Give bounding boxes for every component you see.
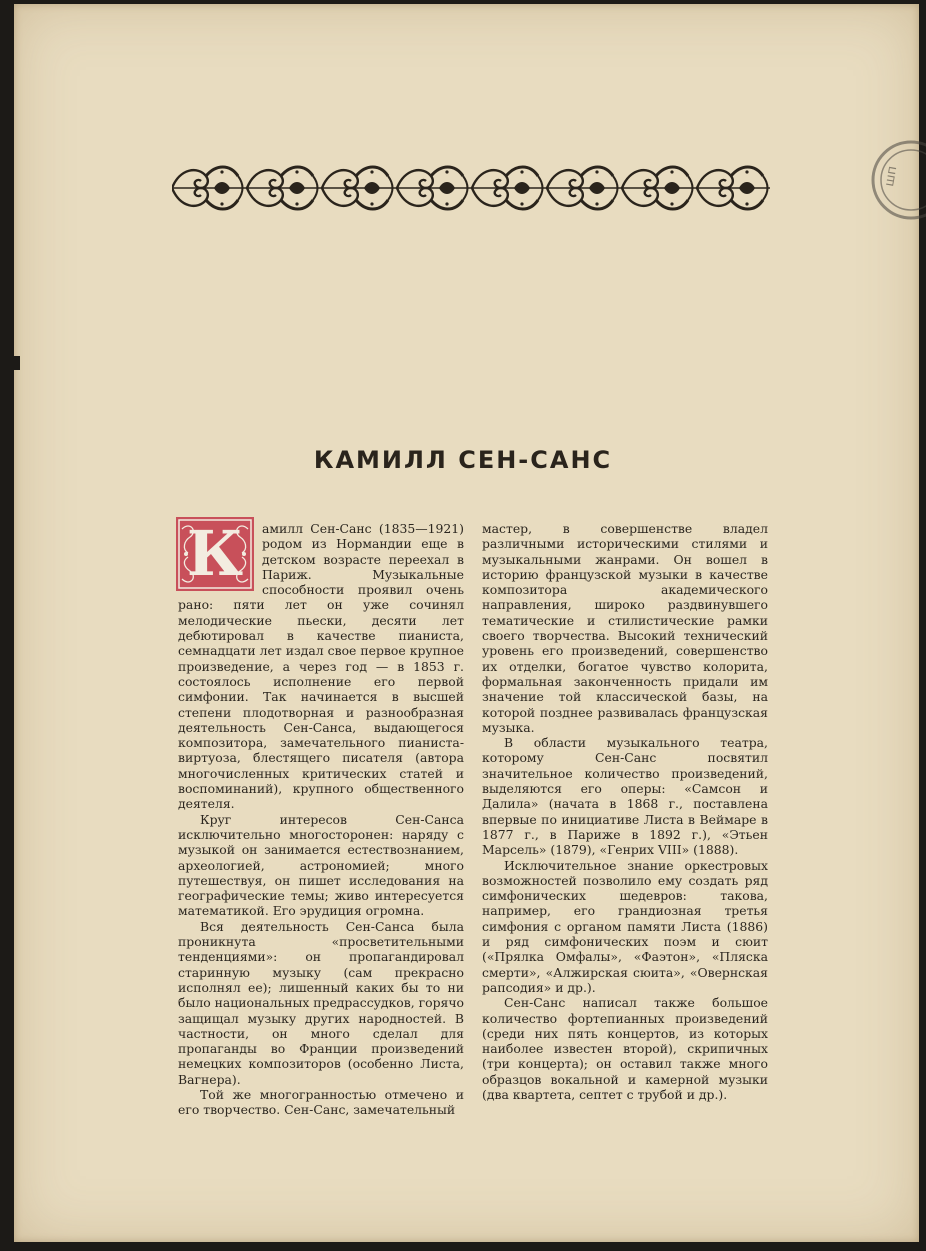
paragraph: Сен-Санс написал также большое количество фортепианных произведений (среди них пять концертов, из которых наиболее известен второй), скрипичных (три концерта); он оставил также много образцов вокальной и камерной музыки (два квартета, септет с трубой и др.). bbox=[482, 995, 768, 1102]
dropcap-initial bbox=[176, 517, 254, 591]
page-notch bbox=[14, 356, 20, 370]
paragraph: Круг интересов Сен-Санса исключительно многосторонен: наряду с музыкой он занимается естествознанием, археологией, астрономией; много путешествуя, он пишет исследования на географические темы; живо интересуется математикой. Его эрудиция огромна. bbox=[178, 811, 464, 919]
article-title: КАМИЛЛ СЕН-САНС bbox=[313, 446, 613, 474]
paragraph: Вся деятельность Сен-Санса была проникнута «просветительными тенденциями»: он пропагандировал старинную музыку (сам прекрасно исполнял ее); лишенный каких бы то ни было национальных предрассудков, горячо защищал музыку других народностей. В частности, он много сделал для пропаганды во Франции произведений немецких композиторов (особенно Листа, Вагнера). bbox=[178, 918, 464, 1087]
paragraph: амилл Сен-Санс (1835—1921) родом из Нормандии еще в детском возрасте переехал в Париж. Музыкальные способности проявил очень рано: пяти лет он уже сочинял мелодические пьески, десяти лет дебютировал в качестве пианиста, семнадцати лет издал свое первое крупное произведение, а через год — в 1853 г. состоялось исполнение его первой симфонии. Так начинается в высшей степени плодотворная и разнообразная деятельность Сен-Санса, выдающегося композитора, замечательного пианиста-виртуоза, блестящего писателя (автора многочисленных критических статей и воспоминаний), крупного общественного деятеля. bbox=[178, 521, 464, 812]
ornamental-header-border bbox=[172, 162, 770, 214]
library-stamp bbox=[866, 130, 926, 230]
right-column bbox=[482, 521, 768, 1102]
stamp-text: шп bbox=[882, 164, 901, 188]
paragraph: Той же многогранностью отмечено и его творчество. Сен-Санс, замечательный bbox=[178, 1086, 464, 1118]
paragraph: Исключительное знание оркестровых возможностей позволило ему создать ряд симфонических шедевров: такова, например, его грандиозная третья симфония с органом памяти Листа (1886) и ряд симфонических поэм и сюит («Прялка Омфалы», «Фаэтон», «Пляска смерти», «Алжирская сюита», «Овернская рапсодия» и др.). bbox=[482, 857, 768, 995]
left-column bbox=[178, 517, 464, 1118]
paragraph: В области музыкального театра, которому Сен-Санс посвятил значительное количество произведений, выделяются его оперы: «Самсон и Далила» (начата в 1868 г., поставлена впервые по инициативе Листа в Веймаре в 1877 г., в Париже в 1892 г.), «Этьен Марсель» (1879), «Генрих VIII» (1888). bbox=[482, 735, 768, 858]
paragraph: мастер, в совершенстве владел различными историческими стилями и музыкальными жанрами. Он вошел в историю французской музыки в качестве композитора академического направления, широко раздвинувшего тематические и стилистические рамки своего творчества. Высокий технический уровень его произведений, совершенство их отделки, богатое чувство колорита, формальная законченность придали им значение той классической базы, на которой позднее развивалась французская музыка. bbox=[482, 521, 768, 735]
dropcap-letter: К bbox=[186, 517, 244, 590]
